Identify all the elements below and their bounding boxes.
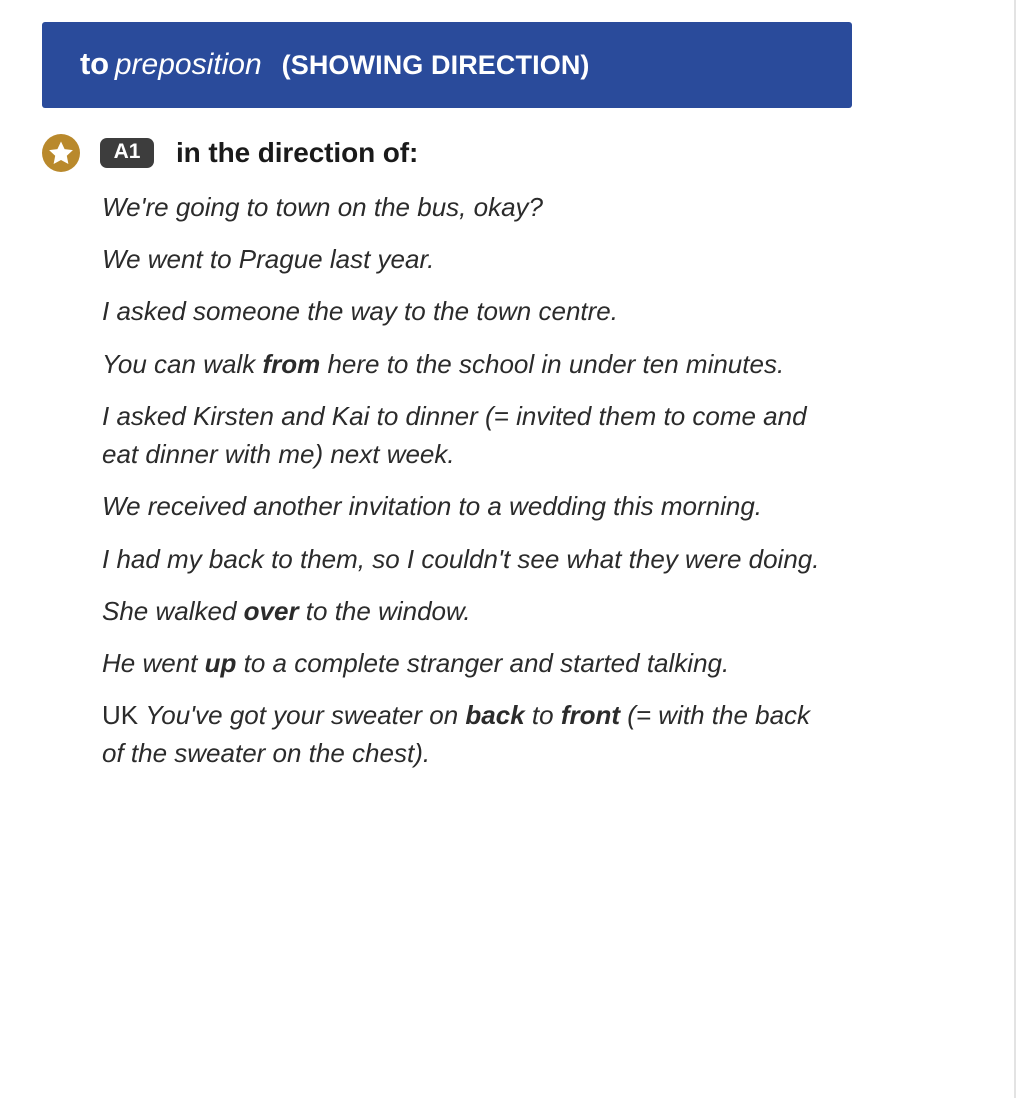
example-text-cont-2: (= with the back of the sweater on the chest). — [102, 700, 811, 769]
example-sentence — [102, 345, 832, 383]
example-text: She walked — [102, 595, 244, 626]
example-text: I asked someone the way to the town centre. — [102, 296, 618, 327]
example-text-cont: to the window. — [298, 595, 471, 626]
example-list — [42, 188, 832, 773]
example-sentence — [102, 540, 832, 578]
entry-content — [42, 22, 902, 787]
example-sentence — [102, 696, 832, 772]
example-sentence — [102, 188, 832, 226]
example-sentence — [102, 592, 832, 630]
example-text: I asked Kirsten and Kai to dinner (= invited them to come and eat dinner with me) next week. — [102, 400, 807, 470]
example-text: He went — [102, 647, 205, 678]
example-text: We received another invitation to a wedding this morning. — [102, 491, 763, 522]
part-of-speech: preposition — [114, 48, 262, 81]
example-highlight: up — [204, 647, 237, 678]
example-sentence — [102, 397, 832, 473]
example-sentence — [102, 292, 832, 330]
example-highlight: over — [243, 595, 299, 626]
example-sentence — [102, 487, 832, 525]
example-text: We're going to town on the bus, okay? — [102, 192, 543, 222]
example-sentence — [102, 644, 832, 682]
example-text-cont: to — [524, 700, 561, 731]
sense-block — [42, 134, 902, 773]
headword: to — [80, 46, 109, 81]
example-sentence — [102, 240, 832, 278]
region-label: UK — [102, 700, 146, 731]
entry-header-bar — [42, 22, 852, 108]
example-highlight: from — [262, 348, 321, 379]
example-text-cont: to a complete stranger and started talking. — [236, 647, 730, 678]
star-icon — [42, 134, 80, 172]
example-highlight: back — [465, 700, 525, 731]
example-text: You've got your sweater on — [145, 700, 466, 731]
sense-definition: in the direction of: — [176, 137, 419, 168]
example-text-cont: here to the school in under ten minutes. — [320, 348, 785, 379]
example-text: You can walk — [102, 348, 263, 379]
example-text: We went to Prague last year. — [102, 244, 435, 275]
cefr-level-badge: A1 — [100, 138, 154, 167]
example-highlight-2: front — [560, 700, 621, 731]
example-text: I had my back to them, so I couldn't see what they were doing. — [102, 543, 820, 574]
sense-header — [42, 134, 902, 172]
guideword: (SHOWING DIRECTION) — [281, 50, 590, 80]
